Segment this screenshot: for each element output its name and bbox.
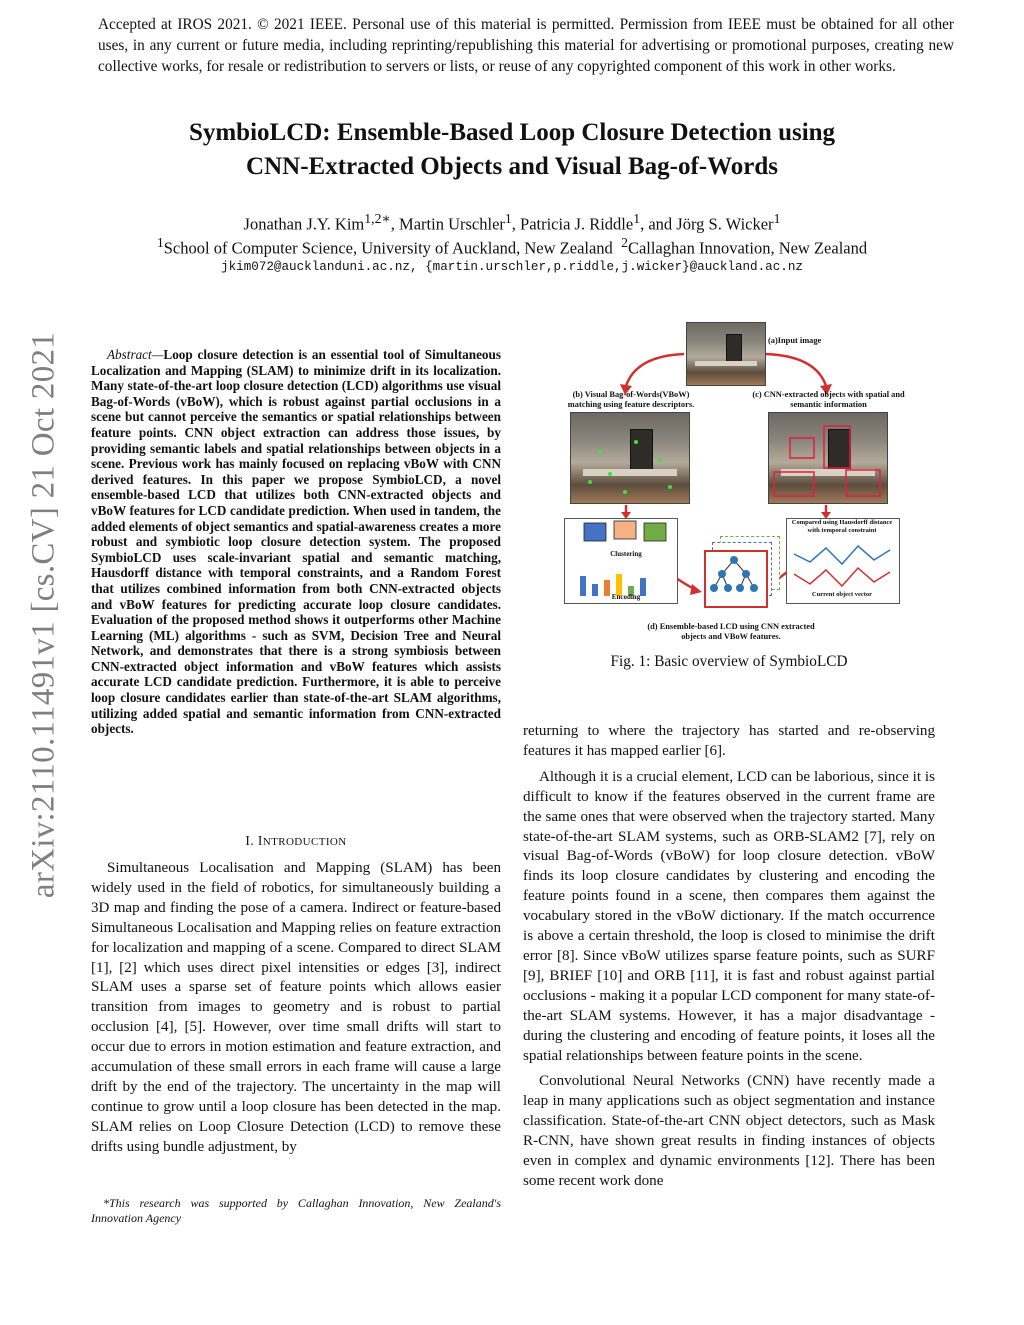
paragraph: Although it is a crucial element, LCD can be laborious, since it is difficult to know if the features observed in the current frame are the same ones that were observed when the trajectory started. Many state-of-the-art SLAM systems, such as ORB-SLAM2 [7], rely on visual Bag-of-Words (vBoW) for loop closure detection. vBoW finds its loop closure candidates by clustering and encoding the feature points found in a scene, then compares them against the vocabulary stored in the vBoW dictionary. If the match occurrence is above a certain threshold, the loop is closed to minimise the drift error [8]. Since vBoW utilizes sparse feature points, such as SURF [9], BRIEF [10] and ORB [11], it is fast and robust against partial occlusions - making it a popular LCD component for many state-of-the-art SLAM systems. However, it has a major disadvantage - during the clustering and encoding of feature points, it loses all the spatial relationships between feature points in the scene. bbox=[523, 768, 935, 1064]
author-2: , Martin Urschler bbox=[390, 214, 505, 234]
label-encoding: Encoding bbox=[611, 593, 641, 601]
tree-node bbox=[718, 570, 726, 578]
author-3: , Patricia J. Riddle bbox=[511, 214, 634, 234]
arrowhead-clustering bbox=[690, 584, 702, 595]
author-4-sup: 1 bbox=[773, 211, 781, 226]
tree-node bbox=[724, 584, 732, 592]
affiliation-1-sup: 1 bbox=[156, 235, 164, 250]
paragraph: Convolutional Neural Networks (CNN) have recently made a leap in many applications such as object segmentation and instance classification. State-of-the-art CNN object detectors, such as Mask R-CNN, have shown great results in finding instances of objects even in complex and dynamic environments [12]. There has been some recent work done bbox=[523, 1073, 935, 1189]
author-emails: jkim072@aucklanduni.ac.nz, {martin.urschler,p.riddle,j.wicker}@auckland.ac.nz bbox=[221, 260, 803, 274]
section-number: I. bbox=[245, 833, 255, 848]
tree-node bbox=[736, 584, 744, 592]
feature-point bbox=[598, 450, 602, 454]
label-current-vector: Current object vector bbox=[811, 591, 873, 598]
title-line-2: CNN-Extracted Objects and Visual Bag-of-Words bbox=[246, 153, 778, 180]
temporal-vector-blue bbox=[794, 546, 890, 564]
tree-node bbox=[750, 584, 758, 592]
section-title-first: I bbox=[257, 833, 263, 848]
label-input-image: (a)Input image bbox=[768, 336, 822, 345]
feature-point bbox=[634, 440, 638, 444]
affiliation-1: School of Computer Science, University of Auckland, New Zealand bbox=[163, 238, 613, 258]
label-cnn-objects: (c) CNN-extracted objects with spatial and semantic information bbox=[752, 390, 905, 409]
object-box bbox=[824, 426, 850, 468]
paper-title bbox=[60, 116, 964, 184]
paragraph: returning to where the trajectory has started and re-observing features it has mapped earlier [6]. bbox=[523, 723, 935, 759]
arxiv-id: arXiv:2110.11491v1 [cs.CV] 21 Oct 2021 bbox=[25, 331, 62, 899]
arrow-to-vbow bbox=[626, 354, 684, 386]
feature-points bbox=[570, 412, 688, 502]
cluster-box-orange bbox=[614, 521, 636, 539]
tree-node bbox=[742, 570, 750, 578]
section-title-rest: NTRODUCTION bbox=[262, 836, 347, 848]
label-ensemble: (d) Ensemble-based LCD using CNN extracted objects and VBoW features. bbox=[647, 622, 815, 641]
figure-caption: Fig. 1: Basic overview of SymbioLCD bbox=[610, 653, 848, 670]
arrow-to-cnn bbox=[766, 354, 826, 386]
feature-point bbox=[623, 490, 627, 494]
cluster-box-blue bbox=[584, 523, 606, 541]
affiliations bbox=[60, 232, 964, 260]
current-vector-red bbox=[794, 568, 890, 586]
author-2-sup: 1 bbox=[504, 211, 512, 226]
object-boxes bbox=[768, 412, 886, 502]
right-column-body bbox=[523, 722, 935, 1192]
random-forest-tree bbox=[704, 550, 764, 604]
title-line-1: SymbioLCD: Ensemble-Based Loop Closure Detection using bbox=[188, 119, 836, 146]
object-box bbox=[846, 470, 880, 496]
abstract bbox=[91, 347, 501, 737]
footnote: *This research was supported by Callaghan Innovation, New Zealand's Innovation Agency bbox=[91, 1196, 501, 1225]
left-column-body bbox=[91, 859, 501, 1158]
abstract-text: Loop closure detection is an essential tool of Simultaneous Localization and Mapping (SLAM) to minimize drift in its localization. Many state-of-the-art loop closure detection (LCD) algorithms use visual Bag-of-Words (vBoW), which is robust against partial occlusions in a scene but cannot perceive the semantics or spatial relationships between feature points. CNN object extraction can address those issues, by providing semantic labels and spatial relationships between objects in a scene. Previous work has mainly focused on replacing vBoW with CNN derived features. In this paper we propose SymbioLCD, a novel ensemble-based LCD that utilizes both CNN-extracted objects and vBoW features for LCD candidate prediction. When used in tandem, the added elements of object semantics and spatial-awareness creates a more robust and symbiotic loop closure detection system. The proposed SymbioLCD uses scale-invariant spatial and semantic matching, Hausdorff distance with temporal constraints, and a Random Forest that utilizes combined information from both CNN-extracted objects and vBoW features for predicting accurate loop closure candidates. Evaluation of the proposed method shows it outperforms other Machine Learning (ML) algorithms - such as SVM, Decision Tree and Neural Network, and demonstrates that there is a strong symbiosis between CNN-extracted object information and vBoW features which assists accurate LCD candidate prediction. Furthermore, it is able to perceive loop closure candidates earlier than state-of-the-art SLAM algorithms, utilizing added spatial and semantic information from CNN-extracted objects. bbox=[91, 347, 501, 737]
copyright-notice: Accepted at IROS 2021. © 2021 IEEE. Personal use of this material is permitted. Permission from IEEE must be obtained for all other uses, in any current or future media, including reprinting/republishing this material for advertising or promotional purposes, creating new collective works, for resale or redistribution to servers or lists, or reuse of any copyrighted component of this work in other works. bbox=[98, 16, 954, 75]
feature-point bbox=[658, 458, 662, 462]
section-heading-introduction bbox=[91, 833, 501, 849]
affiliation-2-sup: 2 bbox=[621, 235, 628, 250]
affiliation-2: Callaghan Innovation, New Zealand bbox=[627, 238, 868, 258]
abstract-lead: Abstract— bbox=[107, 347, 164, 362]
feature-point bbox=[608, 472, 612, 476]
object-box bbox=[790, 438, 814, 458]
label-hausdorff: Compared using Hausdorff distance with temporal constraint bbox=[791, 519, 893, 534]
author-1: Jonathan J.Y. Kim bbox=[243, 214, 365, 234]
tree-node bbox=[730, 556, 738, 564]
encoding-bar-1 bbox=[580, 576, 586, 596]
feature-point bbox=[668, 485, 672, 489]
label-clustering: Clustering bbox=[610, 550, 642, 558]
object-box bbox=[774, 472, 814, 496]
clustering-encoding-graphic bbox=[564, 518, 676, 602]
author-1-sup: 1,2∗ bbox=[364, 211, 391, 226]
paragraph: Simultaneous Localisation and Mapping (SLAM) has been widely used in the field of robotics, for simultaneously building a 3D map and finding the pose of a camera. Indirect or feature-based Simultaneous Localisation and Mapping relies on feature extraction for localization and mapping of a scene. Compared to direct SLAM [1], [2] which uses direct pixel intensities or edges [3], indirect SLAM uses a sparse set of feature points which allows easier transition from images to geometry and is robust to partial occlusion [4], [5]. However, over time small drifts will start to occur due to errors in motion estimation and feature extraction, and accumulation of these small errors in each frame will cause a large drift by the end of the trajectory. The uncertainty in the map will continue to grow until a loop closure has been detected in the map. SLAM relies on Loop Closure Detection (LCD) to remove these drifts using bundle adjustment, by bbox=[91, 860, 501, 1155]
cluster-box-green bbox=[644, 523, 666, 541]
author-3-sup: 1 bbox=[633, 211, 641, 226]
author-4: , and Jörg S. Wicker bbox=[640, 214, 774, 234]
tree-node bbox=[710, 584, 718, 592]
figure-1 bbox=[556, 320, 906, 650]
label-vbow-matching: (b) Visual Bag-of-Words(VBoW) matching using feature descriptors. bbox=[567, 390, 695, 409]
feature-point bbox=[588, 480, 592, 484]
